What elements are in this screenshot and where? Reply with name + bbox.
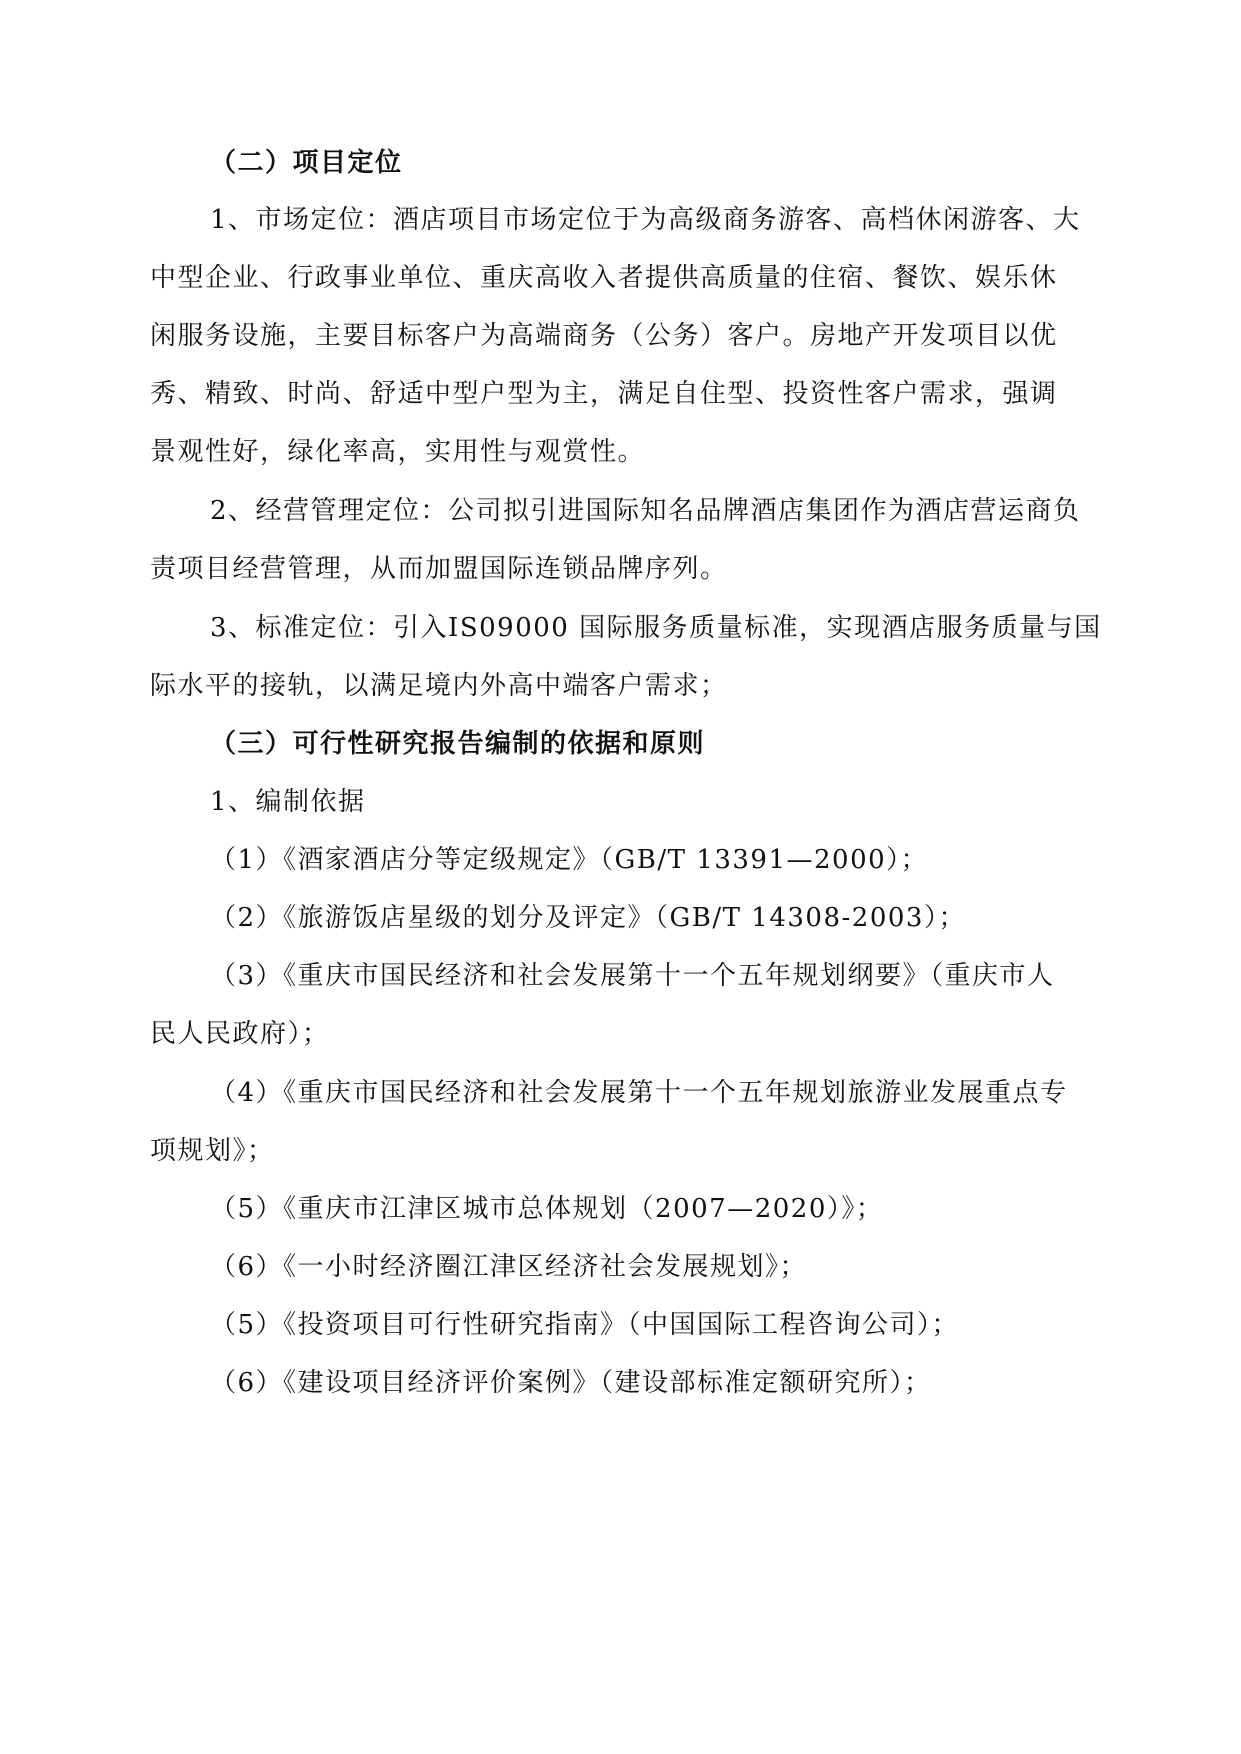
list-item-continuation: 项规划》； bbox=[150, 1136, 275, 1166]
section-heading-project-positioning: （二）项目定位 bbox=[210, 148, 403, 178]
list-item-continuation: 民人民政府）； bbox=[150, 1019, 330, 1049]
section-heading-feasibility-basis: （三）可行性研究报告编制的依据和原则 bbox=[210, 729, 706, 759]
list-item: （1）《酒家酒店分等定级规定》（GB/T 13391—2000）； bbox=[210, 845, 929, 875]
paragraph-line: 责项目经营管理，从而加盟国际连锁品牌序列。 bbox=[150, 554, 728, 584]
paragraph-line: 秀、精致、时尚、舒适中型户型为主，满足自住型、投资性客户需求，强调 bbox=[150, 379, 1058, 409]
list-item: （6）《一小时经济圈江津区经济社会发展规划》； bbox=[210, 1252, 808, 1282]
paragraph-line: 闲服务设施，主要目标客户为高端商务（公务）客户。房地产开发项目以优 bbox=[150, 321, 1058, 351]
list-item: （5）《重庆市江津区城市总体规划（2007—2020）》； bbox=[210, 1194, 884, 1224]
subheading-compilation-basis: 1、编制依据 bbox=[210, 787, 366, 817]
paragraph-line: 3、标准定位：引入IS09000 国际服务质量标准，实现酒店服务质量与国 bbox=[210, 613, 1102, 643]
list-item: （2）《旅游饭店星级的划分及评定》（GB/T 14308-2003）； bbox=[210, 903, 966, 933]
list-item: （6）《建设项目经济评价案例》（建设部标准定额研究所）； bbox=[210, 1368, 932, 1398]
list-item: （4）《重庆市国民经济和社会发展第十一个五年规划旅游业发展重点专 bbox=[210, 1078, 1068, 1108]
list-item: （5）《投资项目可行性研究指南》（中国国际工程咨询公司）； bbox=[210, 1310, 960, 1340]
paragraph-line: 际水平的接轨，以满足境内外高中端客户需求； bbox=[150, 671, 728, 701]
paragraph-line: 景观性好，绿化率高，实用性与观赏性。 bbox=[150, 437, 646, 467]
paragraph-line: 2、经营管理定位：公司拟引进国际知名品牌酒店集团作为酒店营运商负 bbox=[210, 496, 1081, 526]
paragraph-line: 1、市场定位：酒店项目市场定位于为高级商务游客、高档休闲游客、大 bbox=[210, 205, 1081, 235]
list-item: （3）《重庆市国民经济和社会发展第十一个五年规划纲要》（重庆市人 bbox=[210, 961, 1055, 991]
paragraph-line: 中型企业、行政事业单位、重庆高收入者提供高质量的住宿、餐饮、娱乐休 bbox=[150, 263, 1058, 293]
